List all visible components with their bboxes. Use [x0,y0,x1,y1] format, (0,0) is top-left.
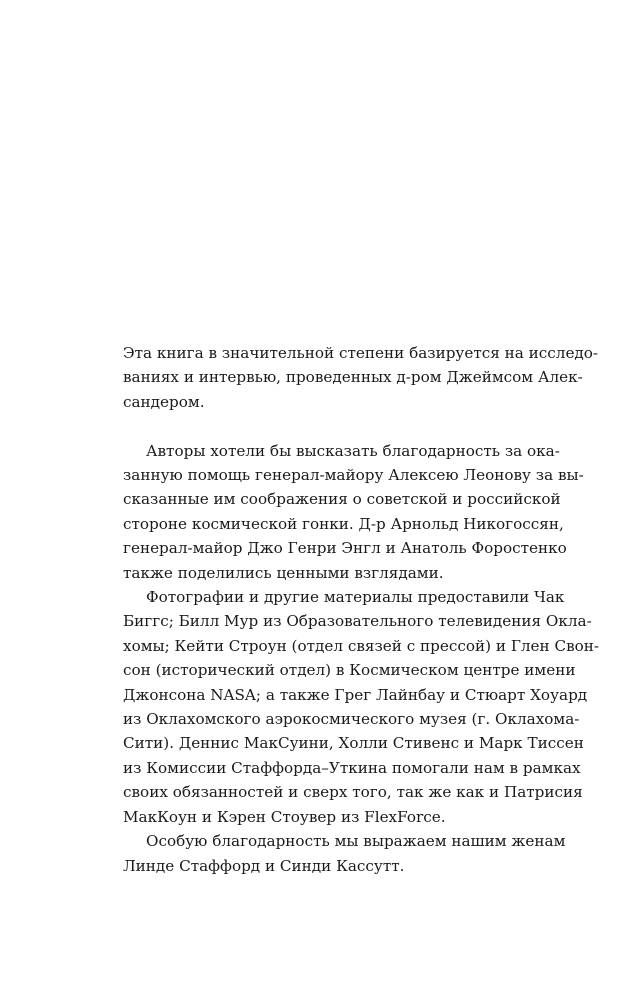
text-line: сандером. [123,392,205,411]
text-line: своих обязанностей и сверх того, так же как и Патрисия [123,783,583,802]
paragraph-gap [123,414,523,438]
text-line: МакКоун и Кэрен Стоувер из FlexForce. [123,807,446,826]
text-line: Особую благодарность мы выражаем нашим женам [146,832,566,851]
paragraph-wives [123,829,566,878]
text-line: Линде Стаффорд и Синди Кассутт. [123,856,405,875]
text-line: ваниях и интервью, проведенных д-ром Джеймсом Алек- [123,368,583,387]
text-line: сон (исторический отдел) в Космическом центре имени [123,661,576,680]
text-line: сказанные им соображения о советской и российской [123,490,561,509]
text-line: Сити). Деннис МакСуини, Холли Стивенс и Марк Тиссен [123,734,584,753]
paragraph-photos [123,585,600,829]
text-line: стороне космической гонки. Д-р Арнольд Никогоссян, [123,514,564,533]
text-line: Авторы хотели бы высказать благодарность за ока- [146,441,560,460]
text-line: хомы; Кейти Строун (отдел связей с прессой) и Глен Свон- [123,636,600,655]
text-line: занную помощь генерал-майору Алексею Леонову за вы- [123,466,584,485]
text-line: Фотографии и другие материалы предоставили Чак [146,588,565,607]
text-line: из Комиссии Стаффорда–Уткина помогали нам в рамках [123,758,581,777]
paragraph-thanks [123,439,584,585]
text-line: генерал-майор Джо Генри Энгл и Анатоль Форостенко [123,539,567,558]
text-line: Джонсона NASA; а также Грег Лайнбау и Стюарт Хоуард [123,685,588,704]
acknowledgements-text [123,341,600,878]
paragraph-intro [123,341,599,414]
text-line: Эта книга в значительной степени базируется на исследо- [123,344,599,362]
text-line: из Оклахомского аэрокосмического музея (г. Оклахома- [123,710,580,729]
text-line: Биггс; Билл Мур из Образовательного телевидения Окла- [123,612,592,631]
text-line: также поделились ценными взглядами. [123,563,444,582]
